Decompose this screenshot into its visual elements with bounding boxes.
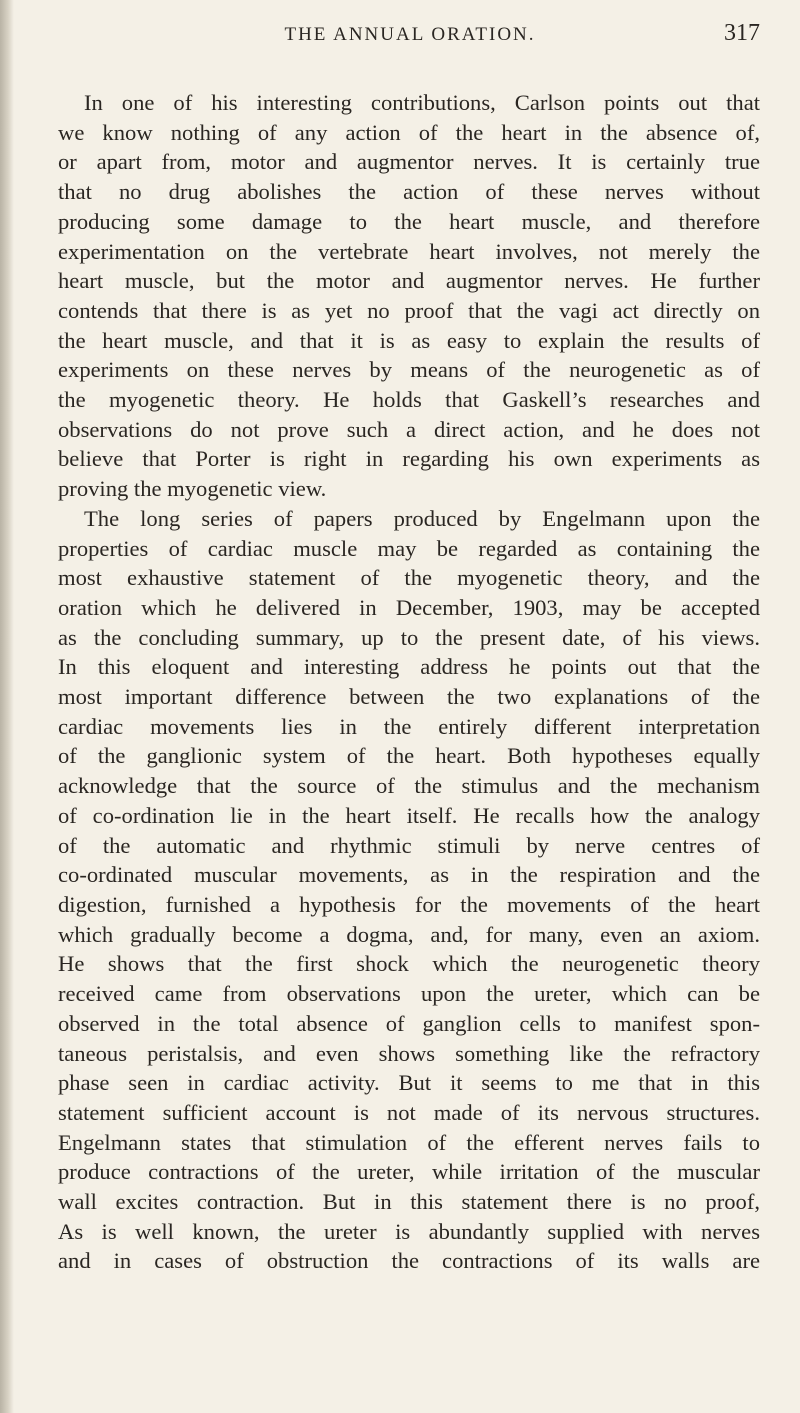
text-line: digestion, furnished a hypothesis for the movements of the heart [58,891,760,917]
text-line: cardiac movements lies in the entirely different interpretation [58,713,760,739]
text-line: acknowledge that the source of the stimulus and the mechanism [58,773,760,799]
page-spine-shadow [0,0,14,1413]
page-number: 317 [724,20,760,46]
text-line: co-ordinated muscular movements, as in the respiration and the [58,862,760,888]
page-header [60,18,760,58]
text-line: believe that Porter is right in regarding his own experiments as [58,446,760,472]
text-line: of the ganglionic system of the heart. Both hypotheses equally [58,743,760,769]
text-line: observations do not prove such a direct action, and he does not [58,416,760,442]
text-line: phase seen in cardiac activity. But it seems to me that in this [58,1070,760,1096]
text-line: the myogenetic theory. He holds that Gaskell’s researches and [58,387,760,413]
text-line: properties of cardiac muscle may be regarded as containing the [58,535,760,561]
text-line: the heart muscle, and that it is as easy to explain the results of [58,327,760,353]
text-line: experimentation on the vertebrate heart involves, not merely the [58,238,760,264]
text-line: that no drug abolishes the action of these nerves without [58,179,760,205]
text-line: heart muscle, but the motor and augmentor nerves. He further [58,268,760,294]
text-line: statement sufficient account is not made of its nervous structures. [58,1099,760,1125]
body-text [58,88,760,1276]
text-line: as the concluding summary, up to the present date, of his views. [58,624,760,650]
text-line: most exhaustive statement of the myogenetic theory, and the [58,565,760,591]
text-line: of the automatic and rhythmic stimuli by nerve centres of [58,832,760,858]
text-line: He shows that the first shock which the neurogenetic theory [58,951,760,977]
text-line: received came from observations upon the ureter, which can be [58,981,760,1007]
text-line: observed in the total absence of ganglion cells to manifest spon- [58,1010,760,1036]
text-line: most important difference between the two explanations of the [58,684,760,710]
text-line: As is well known, the ureter is abundantly supplied with nerves [58,1218,760,1244]
text-line: wall excites contraction. But in this statement there is no proof, [58,1189,760,1215]
text-line: Engelmann states that stimulation of the efferent nerves fails to [58,1129,760,1155]
text-line: oration which he delivered in December, 1903, may be accepted [58,594,760,620]
text-line: or apart from, motor and augmentor nerves. It is certainly true [58,149,760,175]
text-line: In this eloquent and interesting address he points out that the [58,654,760,680]
text-line: proving the myogenetic view. [58,476,327,502]
text-line: of co-ordination lie in the heart itself. He recalls how the analogy [58,802,760,828]
text-line: produce contractions of the ureter, while irritation of the muscular [58,1159,760,1185]
text-line: taneous peristalsis, and even shows something like the refractory [58,1040,760,1066]
running-title: THE ANNUAL ORATION. [284,24,536,45]
text-line: which gradually become a dogma, and, for many, even an axiom. [58,921,760,947]
text-line: and in cases of obstruction the contractions of its walls are [58,1248,760,1274]
text-line: contends that there is as yet no proof that the vagi act directly on [58,297,760,323]
text-line: experiments on these nerves by means of the neurogenetic as of [58,357,760,383]
text-line: producing some damage to the heart muscle, and therefore [58,208,760,234]
text-line: we know nothing of any action of the heart in the absence of, [58,119,760,145]
text-line: The long series of papers produced by Engelmann upon the [84,505,760,531]
text-line: In one of his interesting contributions, Carlson points out that [84,90,760,115]
